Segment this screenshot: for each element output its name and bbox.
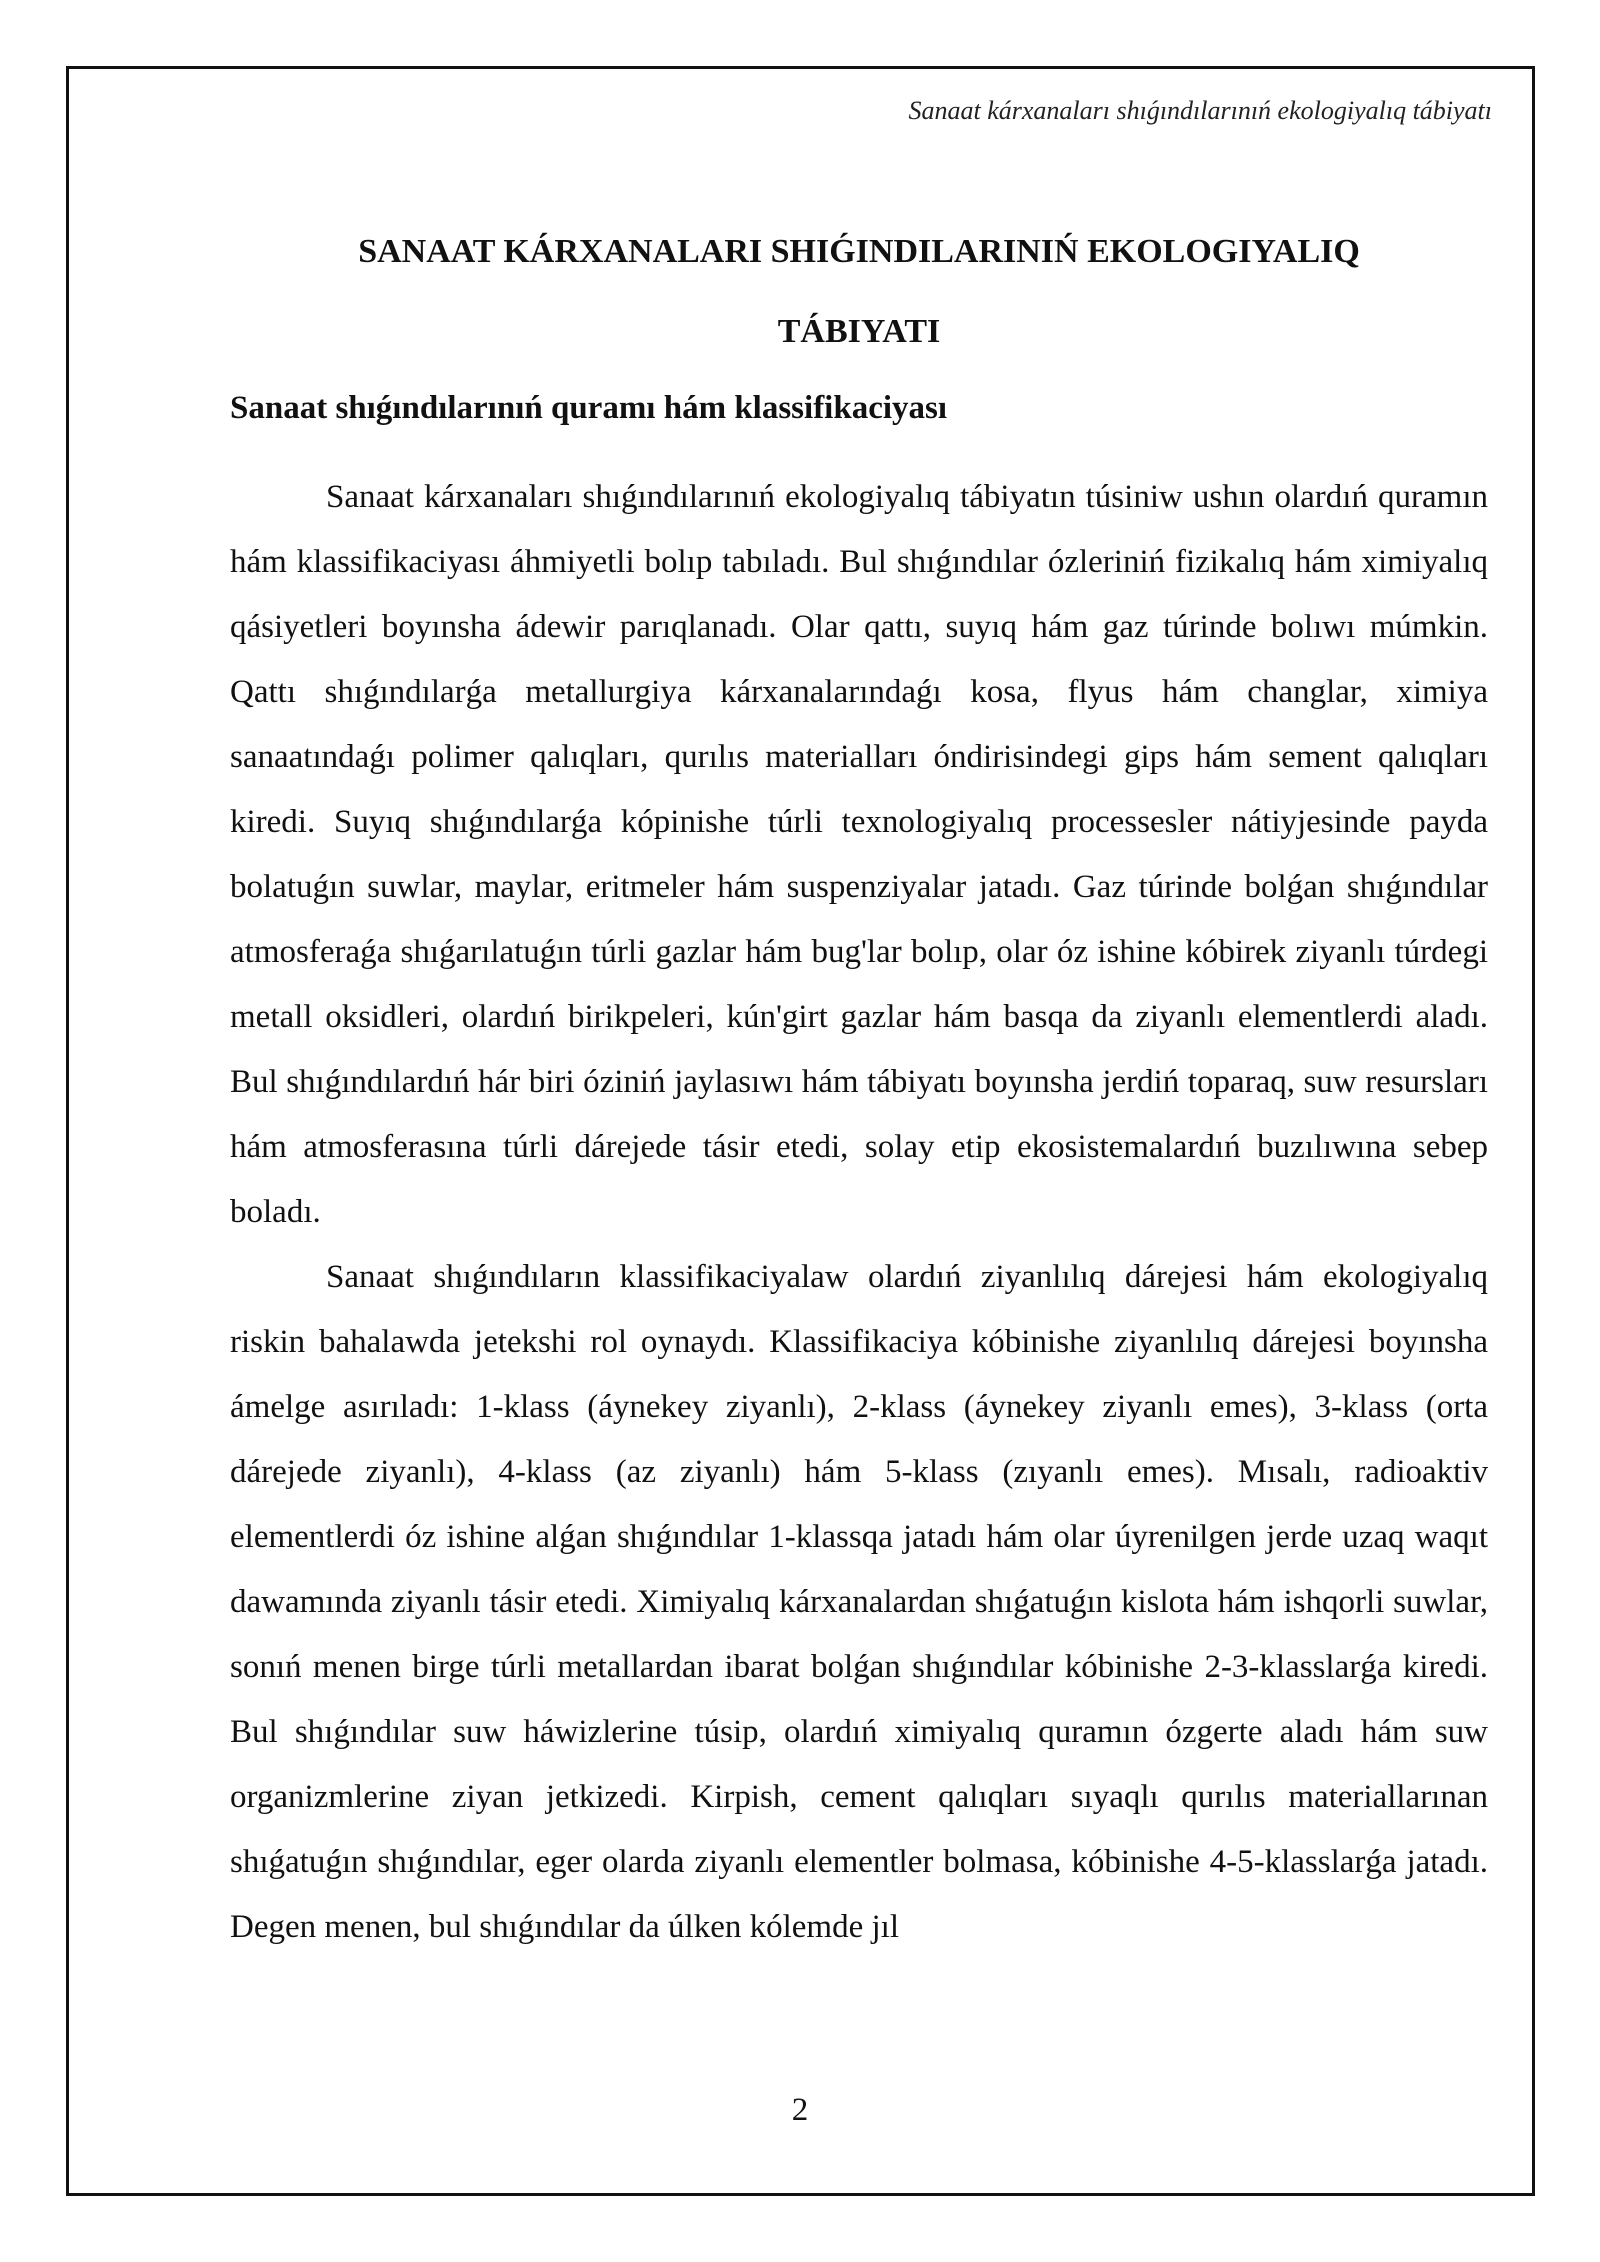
document-title-line-1: SANAAT KÁRXANALARI SHIǴINDILARINIŃ EKOLOGIYALIQ [358, 233, 1360, 270]
document-title [230, 212, 1488, 372]
paragraph-1: Sanaat kárxanaları shıǵındılarınıń ekologiyalıq tábiyatın túsiniw ushın olardıń quramın hám klassifikaciyası áhmiyetli bolıp tabıladı. Bul shıǵındılar ózleriniń fizikalıq hám ximiyalıq qásiyetleri boyınsha ádewir parıqlanadı. Olar qattı, suyıq hám gaz túrinde bolıwı múmkin. Qattı shıǵındılarǵa metallurgiya kárxanalarındaǵı kosa, flyus hám changlar, ximiya sanaatındaǵı polimer qalıqları, qurılıs materialları óndirisindegi gips hám sement qalıqları kiredi. Suyıq shıǵındılarǵa kópinishe túrli texnologiyalıq processesler nátiyjesinde payda bolatuǵın suwlar, maylar, eritmeler hám suspenziyalar jatadı. Gaz túrinde bolǵan shıǵındılar atmosferaǵa shıǵarılatuǵın túrli gazlar hám bug'lar bolıp, olar óz ishine kóbirek ziyanlı túrdegi metall oksidleri, olardıń birikpeleri, kún'girt gazlar hám basqa da ziyanlı elementlerdi aladı. Bul shıǵındılardıń hár biri óziniń jaylasıwı hám tábiyatı boyınsha jerdiń toparaq, suw resursları hám atmosferasına túrli dárejede tásir etedi, solay etip ekosistemalardıń buzılıwına sebep boladı. [230, 479, 1488, 1230]
page-number: 2 [791, 2092, 809, 2128]
paragraph-2: Sanaat shıǵındıların klassifikaciyalaw olardıń ziyanlılıq dárejesi hám ekologiyalıq riskin bahalawda jetekshi rol oynaydı. Klassifikaciya kóbinishe ziyanlılıq dárejesi boyınsha ámelge asırıladı: 1-klass (áynekey ziyanlı), 2-klass (áynekey ziyanlı emes), 3-klass (orta dárejede ziyanlı), 4-klass (az ziyanlı) hám 5-klass (zıyanlı emes). Mısalı, radioaktiv elementlerdi óz ishine alǵan shıǵındılar 1-klassqa jatadı hám olar úyrenilgen jerde uzaq waqıt dawamında ziyanlı tásir etedi. Ximiyalıq kárxanalardan shıǵatuǵın kislota hám ishqorli suwlar, sonıń menen birge túrli metallardan ibarat bolǵan shıǵındılar kóbinishe 2-3-klasslarǵa kiredi. Bul shıǵındılar suw háwizlerine túsip, olardıń ximiyalıq quramın ózgerte aladı hám suw organizmlerine ziyan jetkizedi. Kirpish, cement qalıqları sıyaqlı qurılıs materiallarınan shıǵatuǵın shıǵındılar, eger olarda ziyanlı elementler bolmasa, kóbinishe 4-5-klasslarǵa jatadı. Degen menen, bul shıǵındılar da úlken kólemde jıl [230, 1259, 1488, 1945]
document-title-line-2: TÁBIYATI [777, 313, 941, 350]
body-text [230, 465, 1488, 1960]
section-heading: Sanaat shıǵındılarınıń quramı hám klassifikaciyası [230, 390, 948, 426]
running-header: Sanaat kárxanaları shıǵındılarınıń ekologiyalıq tábiyatı [908, 96, 1492, 125]
